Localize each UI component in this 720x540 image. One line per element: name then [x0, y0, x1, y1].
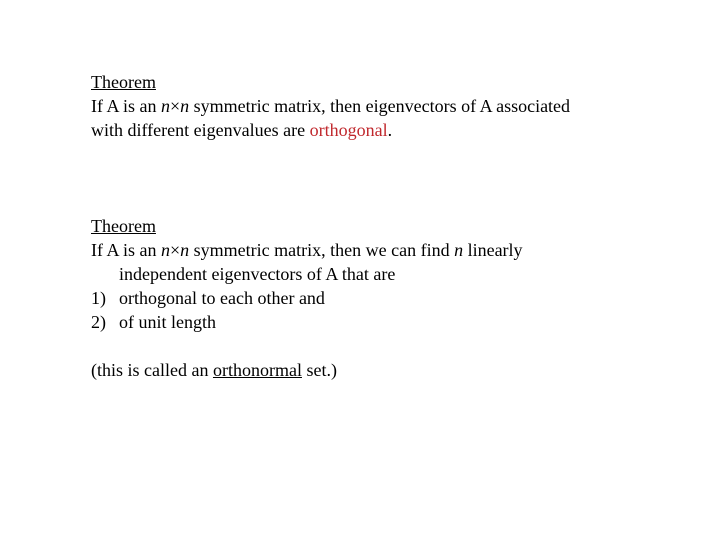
theorem-1-heading: Theorem [91, 72, 156, 92]
list-item-number: 1) [91, 288, 106, 308]
theorem-2-line-1-text-a: If A is an [91, 240, 161, 260]
math-n: n [180, 240, 190, 260]
note-text-b: set.) [301, 360, 337, 380]
list-item-number: 2) [91, 312, 106, 332]
note-text-a: (this is called an [91, 360, 213, 380]
math-times: × [170, 240, 181, 260]
theorem-1-line-2-text: with different eigenvalues are [91, 120, 310, 140]
list-item-text: of unit length [119, 312, 216, 332]
math-n: n [454, 240, 464, 260]
theorem-2-line-1-text-b: symmetric matrix, then we can find [189, 240, 455, 260]
math-n: n [180, 96, 190, 116]
orthonormal-note [91, 358, 337, 382]
list-item [91, 286, 523, 310]
theorem-1 [91, 70, 570, 142]
list-item-text: orthogonal to each other and [119, 288, 325, 308]
theorem-1-line-1-text-a: If A is an [91, 96, 161, 116]
theorem-1-line-2 [91, 118, 570, 142]
theorem-2-heading: Theorem [91, 216, 156, 236]
theorem-2-line-1 [91, 238, 523, 262]
orthonormal-term: orthonormal [212, 360, 302, 380]
theorem-2 [91, 214, 523, 334]
list-item [91, 310, 523, 334]
theorem-2-line-2: independent eigenvectors of A that are [119, 264, 396, 284]
math-n: n [161, 96, 170, 116]
orthogonal-highlight: orthogonal [309, 120, 388, 140]
theorem-1-line-1-text-b: symmetric matrix, then eigenvectors of A associated [189, 96, 571, 116]
note-line [91, 358, 337, 382]
period: . [387, 120, 393, 140]
theorem-1-line-1 [91, 94, 570, 118]
math-n: n [161, 240, 170, 260]
math-times: × [170, 96, 181, 116]
theorem-2-line-1-text-c: linearly [463, 240, 523, 260]
